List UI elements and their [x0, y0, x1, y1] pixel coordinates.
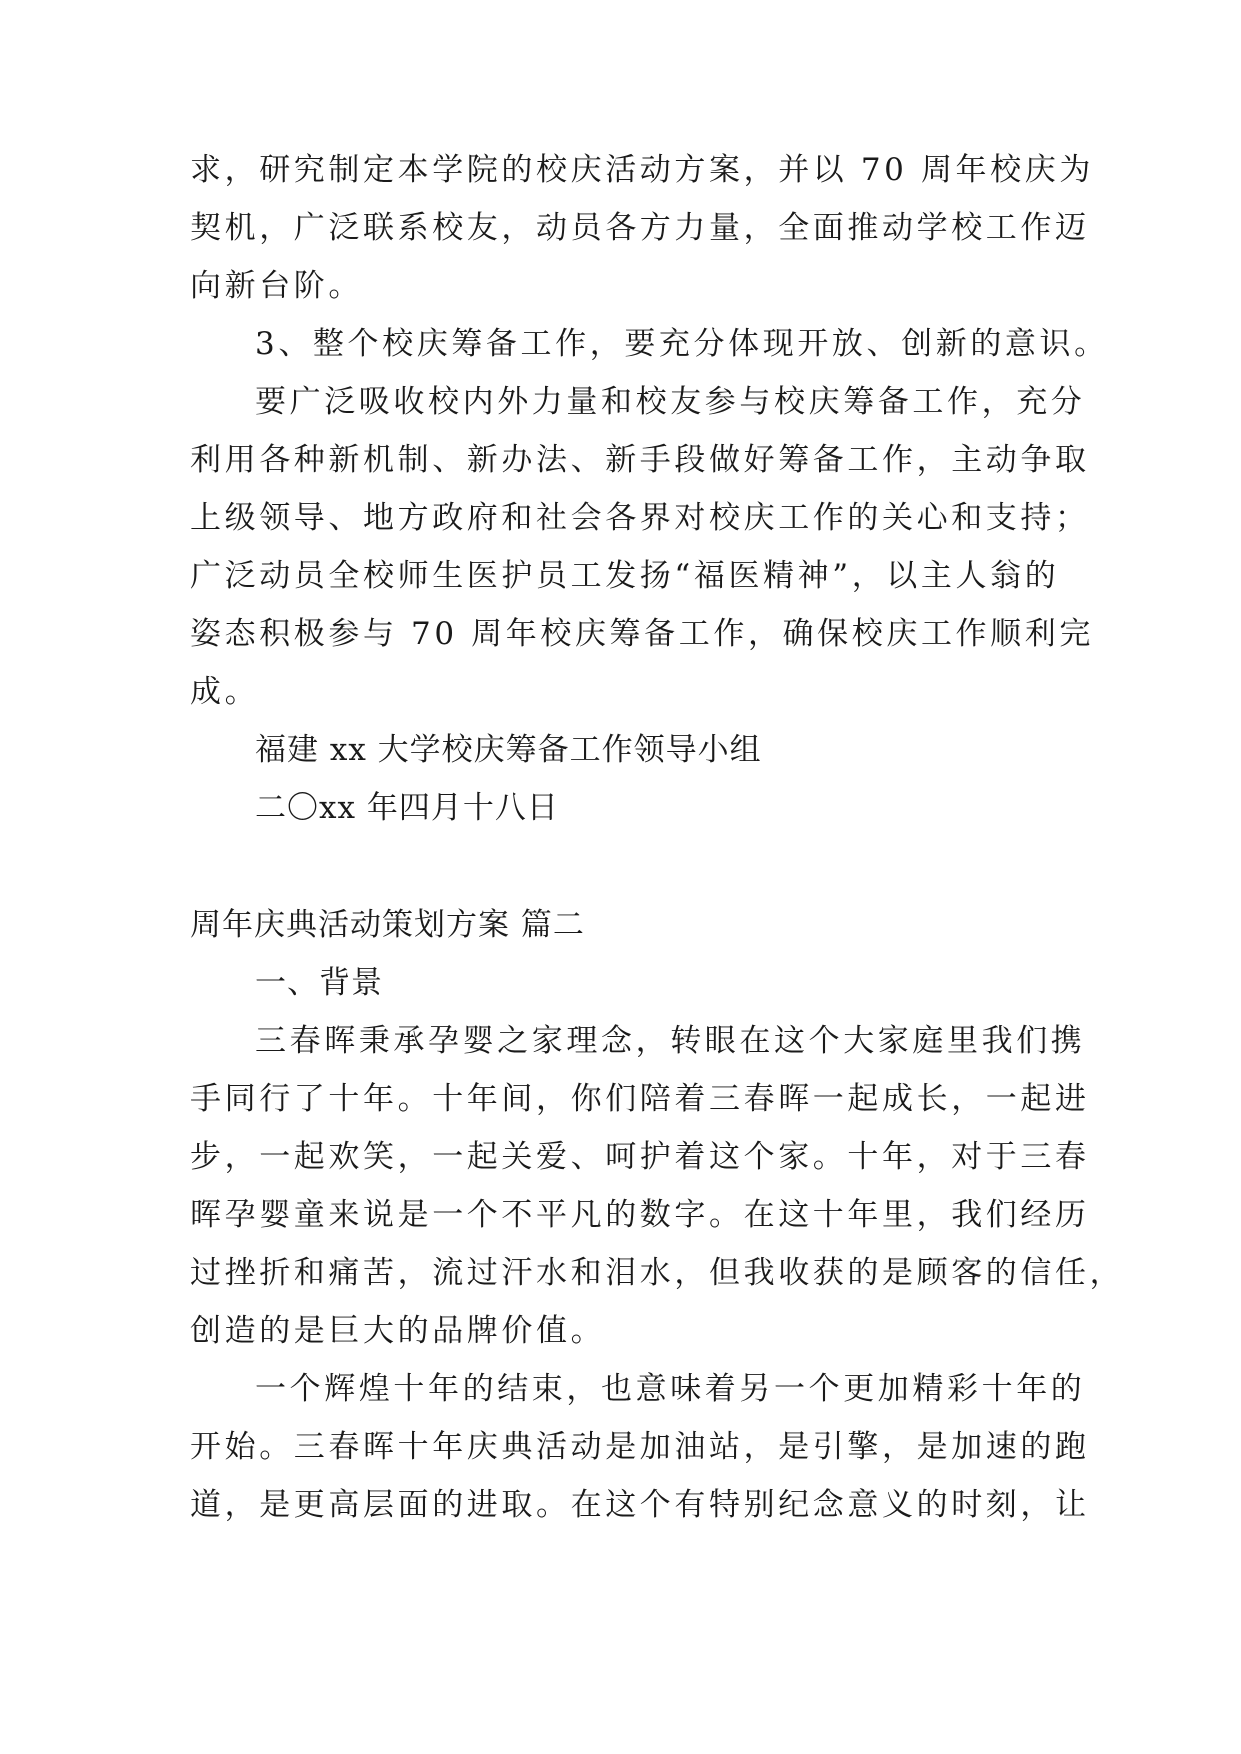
- text-line: 契机，广泛联系校友，动员各方力量，全面推动学校工作迈: [190, 210, 1090, 246]
- text-line: 求，研究制定本学院的校庆活动方案，并以 70 周年校庆为: [190, 152, 1094, 188]
- text-line: 姿态积极参与 70 周年校庆筹备工作，确保校庆工作顺利完: [190, 616, 1094, 652]
- text-line: 开始。三春晖十年庆典活动是加油站，是引擎，是加速的跑: [190, 1429, 1090, 1465]
- text-line: 过挫折和痛苦，流过汗水和泪水，但我收获的是顾客的信任，: [190, 1255, 1125, 1291]
- text-line: 步，一起欢笑，一起关爱、呵护着这个家。十年，对于三春: [190, 1139, 1090, 1175]
- text-line: 道，是更高层面的进取。在这个有特别纪念意义的时刻，让: [190, 1487, 1090, 1523]
- text-line: 广泛动员全校师生医护员工发扬“福医精神”，以主人翁的: [190, 558, 1060, 594]
- text-line: 三春晖秉承孕婴之家理念，转眼在这个大家庭里我们携: [255, 1023, 1086, 1059]
- section-heading: 周年庆典活动策划方案 篇二: [190, 907, 585, 943]
- text-line: 利用各种新机制、新办法、新手段做好筹备工作，主动争取: [190, 442, 1090, 478]
- date: 二〇xx 年四月十八日: [255, 790, 559, 826]
- subheading: 一、背景: [255, 965, 383, 1001]
- text-line: 上级领导、地方政府和社会各界对校庆工作的关心和支持；: [190, 500, 1090, 536]
- text-line: 手同行了十年。十年间，你们陪着三春晖一起成长，一起进: [190, 1081, 1090, 1117]
- text-line: 一个辉煌十年的结束，也意味着另一个更加精彩十年的: [255, 1371, 1086, 1407]
- text-line: 晖孕婴童来说是一个不平凡的数字。在这十年里，我们经历: [190, 1197, 1090, 1233]
- list-item-3-title: 3、整个校庆筹备工作，要充分体现开放、创新的意识。: [255, 326, 1109, 362]
- text-line: 创造的是巨大的品牌价值。: [190, 1313, 606, 1349]
- signature: 福建 xx 大学校庆筹备工作领导小组: [255, 732, 762, 768]
- text-line: 向新台阶。: [190, 268, 363, 304]
- text-line: 要广泛吸收校内外力量和校友参与校庆筹备工作，充分: [255, 384, 1086, 420]
- text-line: 成。: [190, 674, 260, 710]
